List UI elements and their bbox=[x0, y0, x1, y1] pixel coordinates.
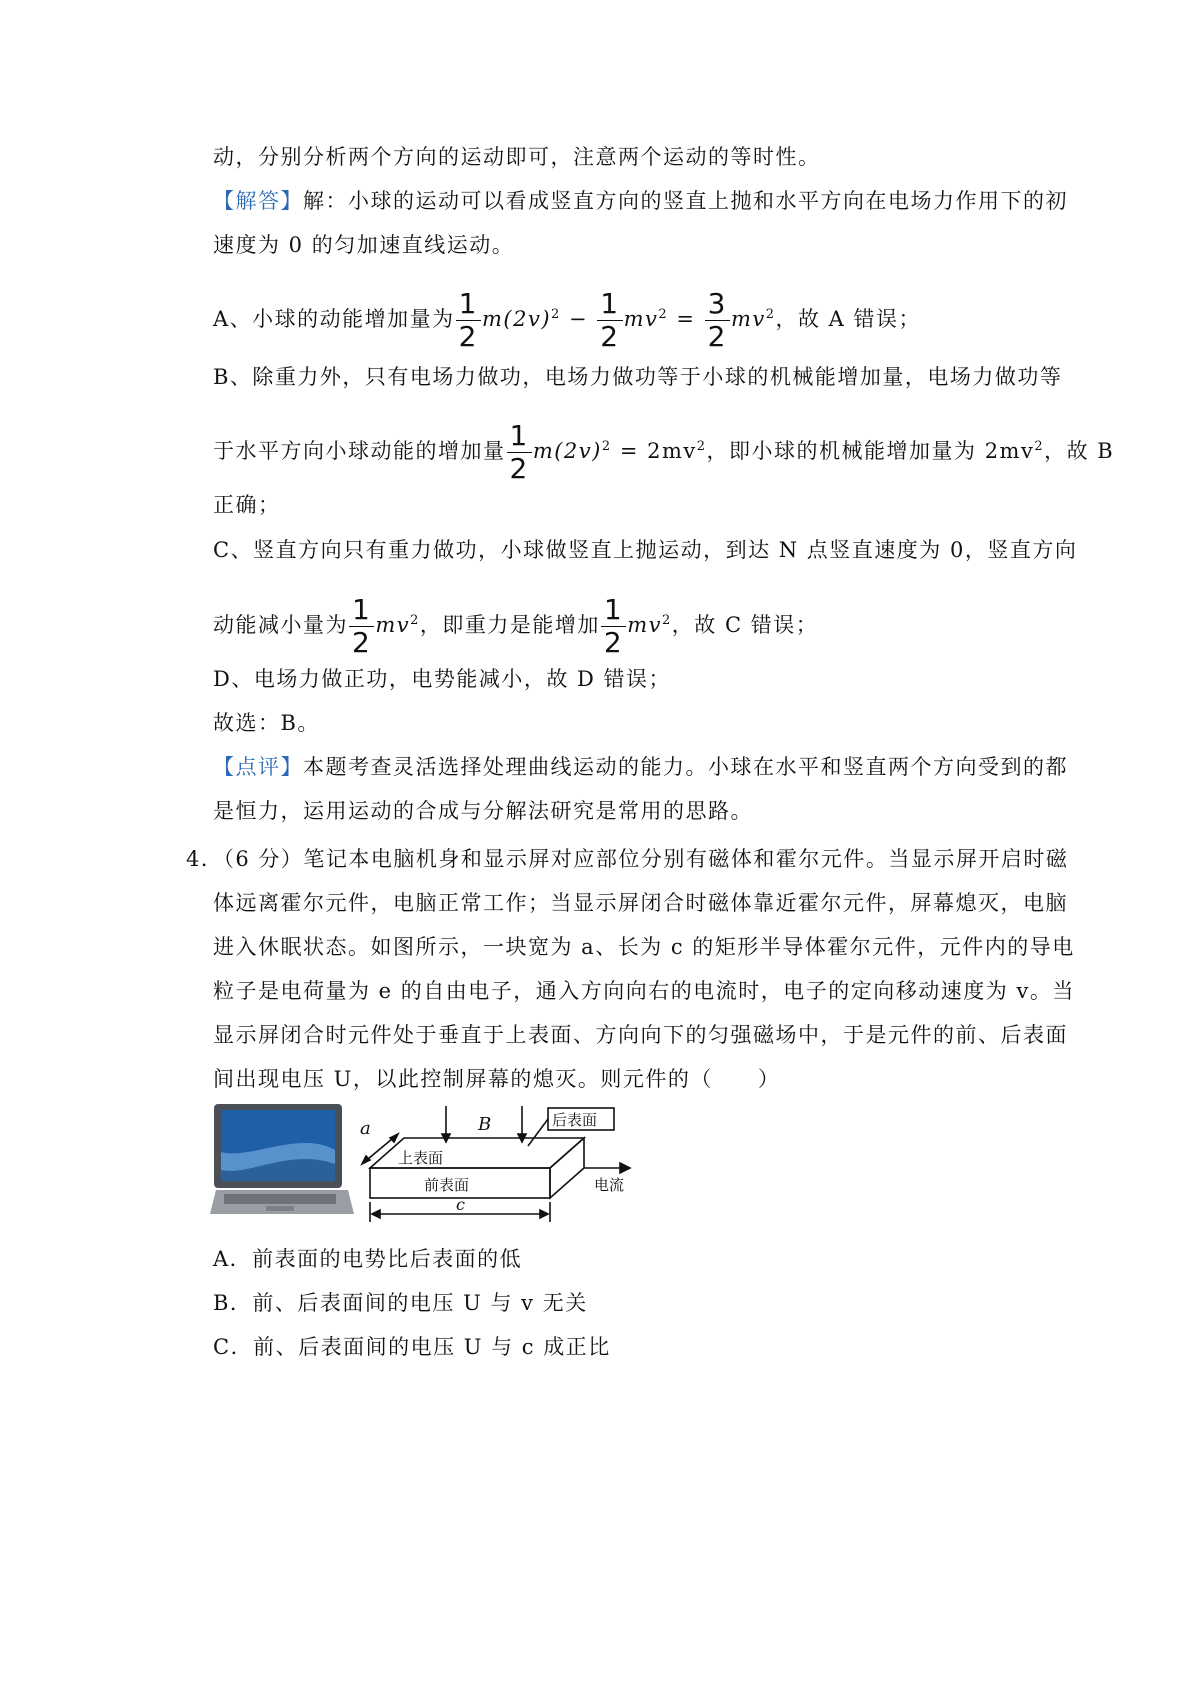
frac-denominator: 2 bbox=[603, 626, 624, 659]
question-text-1: （6 分）笔记本电脑机身和显示屏对应部位分别有磁体和霍尔元件。当显示屏开启时磁 bbox=[223, 847, 1069, 871]
comment-tag: 【点评】 bbox=[213, 755, 303, 779]
equals-2mv: = 2mv bbox=[611, 439, 697, 463]
option-c: C．前、后表面间的电压 U 与 c 成正比 bbox=[213, 1335, 611, 1359]
question-4-line-5: 显示屏闭合时元件处于垂直于上表面、方向向下的匀强磁场中，于是元件的前、后表面 bbox=[213, 1023, 1068, 1047]
fraction-three-halves bbox=[705, 287, 730, 353]
frac-numerator: 3 bbox=[705, 290, 730, 321]
answer-b-line-1: B、除重力外，只有电场力做功，电场力做功等于小球的机械能增加量，电场力做功等 bbox=[213, 365, 1063, 389]
frac-denominator: 2 bbox=[707, 320, 727, 353]
answer-c-line-2 bbox=[213, 593, 819, 659]
answer-c-line-1: C、竖直方向只有重力做功，小球做竖直上抛运动，到达 N 点竖直速度为 0，竖直方向 bbox=[213, 538, 1078, 562]
intro-line: 动，分别分析两个方向的运动即可，注意两个运动的等时性。 bbox=[213, 145, 821, 169]
question-4-line-3: 进入休眠状态。如图所示，一块宽为 a、长为 c 的矩形半导体霍尔元件，元件内的导电 bbox=[213, 935, 1075, 959]
label-a: a bbox=[360, 1118, 371, 1139]
frac-numerator: 1 bbox=[507, 422, 532, 453]
answer-choice: 故选：B。 bbox=[213, 711, 320, 735]
question-number: 4． bbox=[186, 847, 224, 871]
minus-sign: − bbox=[560, 307, 597, 331]
answer-c-suffix: ，故 C 错误； bbox=[671, 613, 819, 637]
label-top-surface: 上表面 bbox=[398, 1149, 444, 1167]
expr-m2v: m(2v) bbox=[482, 307, 552, 331]
option-a: A．前表面的电势比后表面的低 bbox=[213, 1247, 523, 1271]
comment-line-1 bbox=[213, 752, 1068, 782]
fraction-half bbox=[349, 593, 374, 659]
frac-numerator: 1 bbox=[349, 596, 374, 627]
label-B: B bbox=[478, 1114, 492, 1135]
label-current: 电流 bbox=[594, 1176, 625, 1194]
fraction-half bbox=[601, 593, 626, 659]
comment-text-1: 本题考查灵活选择处理曲线运动的能力。小球在水平和竖直两个方向受到的都 bbox=[303, 755, 1068, 779]
frac-denominator: 2 bbox=[509, 452, 529, 485]
fraction-half bbox=[456, 287, 481, 353]
fraction-half bbox=[597, 287, 622, 353]
expr-mv: mv bbox=[623, 307, 659, 331]
question-figure bbox=[210, 1100, 690, 1230]
equals-sign: = bbox=[668, 307, 704, 331]
fraction-half bbox=[507, 419, 532, 485]
expr-mv: mv bbox=[375, 613, 411, 637]
exponent: 2 bbox=[551, 307, 561, 322]
expr-m2v: m(2v) bbox=[532, 439, 602, 463]
answer-b-line-2 bbox=[213, 419, 1115, 485]
frac-numerator: 1 bbox=[601, 596, 626, 627]
label-back-surface: 后表面 bbox=[552, 1111, 598, 1129]
laptop-image bbox=[210, 1104, 354, 1214]
exponent: 2 bbox=[601, 439, 612, 454]
question-4-line-1 bbox=[186, 844, 1068, 874]
label-c: c bbox=[456, 1195, 465, 1214]
answer-a-prefix: A、小球的动能增加量为 bbox=[213, 307, 455, 331]
expr-mv: mv bbox=[627, 613, 662, 637]
answer-tag: 【解答】 bbox=[213, 189, 303, 213]
answer-b-mid: ，即小球的机械能增加量为 2mv bbox=[706, 439, 1035, 463]
answer-line-2: 速度为 0 的匀加速直线运动。 bbox=[213, 233, 515, 257]
answer-d-line: D、电场力做正功，电势能减小，故 D 错误； bbox=[213, 667, 672, 691]
exponent: 2 bbox=[696, 439, 707, 454]
answer-b-line-3: 正确； bbox=[213, 493, 281, 517]
exponent: 2 bbox=[1034, 439, 1045, 454]
option-b: B．前、后表面间的电压 U 与 v 无关 bbox=[213, 1291, 588, 1315]
exponent: 2 bbox=[658, 307, 669, 322]
frac-numerator: 1 bbox=[597, 290, 622, 321]
frac-numerator: 1 bbox=[456, 290, 481, 321]
answer-a-line bbox=[213, 287, 922, 353]
answer-c-mid: ，即重力是能增加 bbox=[419, 613, 600, 637]
exponent: 2 bbox=[765, 307, 776, 322]
comment-line-2: 是恒力，运用运动的合成与分解法研究是常用的思路。 bbox=[213, 799, 753, 823]
frac-denominator: 2 bbox=[352, 626, 372, 659]
expr-mv: mv bbox=[730, 307, 766, 331]
exponent: 2 bbox=[662, 613, 672, 628]
answer-b-suffix: ，故 B bbox=[1044, 439, 1115, 463]
answer-text-1: 解：小球的运动可以看成竖直方向的竖直上抛和水平方向在电场力作用下的初 bbox=[303, 189, 1068, 213]
answer-b-prefix: 于水平方向小球动能的增加量 bbox=[213, 439, 506, 463]
exponent: 2 bbox=[410, 613, 420, 628]
question-4-line-2: 体远离霍尔元件，电脑正常工作；当显示屏闭合时磁体靠近霍尔元件，屏幕熄灭，电脑 bbox=[213, 891, 1068, 915]
answer-c-prefix: 动能减小量为 bbox=[213, 613, 348, 637]
label-front-surface: 前表面 bbox=[424, 1176, 470, 1194]
answer-a-suffix: ，故 A 错误； bbox=[775, 307, 922, 331]
question-4-line-6: 间出现电压 U，以此控制屏幕的熄灭。则元件的（ ） bbox=[213, 1067, 781, 1091]
question-4-line-4: 粒子是电荷量为 e 的自由电子，通入方向向右的电流时，电子的定向移动速度为 v。当 bbox=[213, 979, 1075, 1003]
frac-denominator: 2 bbox=[458, 320, 478, 353]
answer-line-1 bbox=[213, 186, 1068, 216]
frac-denominator: 2 bbox=[600, 320, 620, 353]
